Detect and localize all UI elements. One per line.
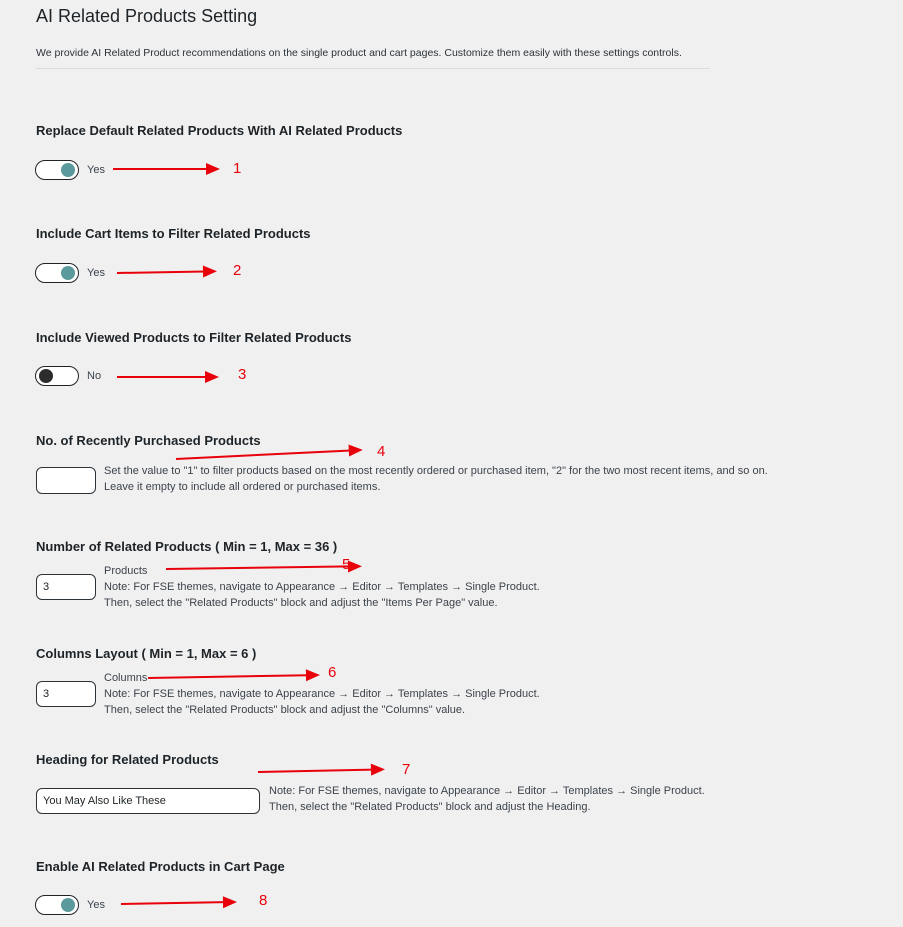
- annotation-number: 7: [402, 761, 411, 778]
- setting-title: Include Viewed Products to Filter Related Products: [36, 330, 352, 345]
- note-line: Then, select the "Related Products" block and adjust the "Columns" value.: [104, 704, 466, 716]
- toggle-knob: [61, 898, 75, 912]
- setting-title: No. of Recently Purchased Products: [36, 433, 261, 448]
- toggle-knob: [61, 163, 75, 177]
- annotation-arrow-icon: [117, 376, 207, 378]
- replace-default-toggle[interactable]: [35, 160, 79, 180]
- setting-title: Include Cart Items to Filter Related Products: [36, 226, 311, 241]
- annotation-number: 5: [342, 556, 351, 573]
- toggle-knob: [39, 369, 53, 383]
- annotation-number: 3: [238, 366, 247, 383]
- annotation-number: 2: [233, 262, 242, 279]
- toggle-knob: [61, 266, 75, 280]
- toggle-state-label: Yes: [87, 267, 105, 279]
- setting-title: Enable AI Related Products in Cart Page: [36, 859, 285, 874]
- note-line: Then, select the "Related Products" block and adjust the Heading.: [269, 801, 591, 813]
- annotation-arrow-icon: [176, 449, 351, 460]
- annotation-number: 6: [328, 664, 337, 681]
- recently-purchased-input[interactable]: [36, 467, 96, 494]
- include-viewed-toggle[interactable]: [35, 366, 79, 386]
- note-line: Note: For FSE themes, navigate to Appearance → Editor → Templates → Single Product.: [104, 581, 540, 593]
- help-line: Leave it empty to include all ordered or purchased items.: [104, 481, 381, 493]
- annotation-arrow-icon: [117, 270, 205, 274]
- cart-page-toggle[interactable]: [35, 895, 79, 915]
- note-line: Then, select the "Related Products" block and adjust the "Items Per Page" value.: [104, 597, 498, 609]
- page-description: We provide AI Related Product recommendations on the single product and cart pages. Customize them easily with these settings controls.: [36, 47, 682, 59]
- number-related-help: [104, 563, 540, 611]
- heading-help: [269, 783, 705, 815]
- setting-title: Number of Related Products ( Min = 1, Max = 36 ): [36, 539, 338, 554]
- toggle-state-label: Yes: [87, 899, 105, 911]
- annotation-arrow-icon: [113, 168, 208, 170]
- setting-title: Heading for Related Products: [36, 752, 219, 767]
- note-line: Note: For FSE themes, navigate to Appearance → Editor → Templates → Single Product.: [269, 785, 705, 797]
- toggle-state-label: Yes: [87, 164, 105, 176]
- annotation-number: 8: [259, 892, 268, 909]
- unit-label: Columns: [104, 672, 148, 684]
- setting-title: Replace Default Related Products With AI Related Products: [36, 123, 403, 138]
- recently-purchased-help: [104, 463, 768, 495]
- annotation-number: 4: [377, 443, 386, 460]
- annotation-arrow-icon: [258, 769, 373, 773]
- unit-label: Products: [104, 565, 148, 577]
- header-divider: [36, 68, 710, 69]
- annotation-arrow-icon: [121, 901, 225, 905]
- toggle-state-label: No: [87, 370, 102, 382]
- number-related-input[interactable]: [36, 574, 96, 600]
- help-line: Set the value to "1" to filter products based on the most recently ordered or purchased item, "2" for the two most recent items, and so on.: [104, 465, 768, 477]
- setting-title: Columns Layout ( Min = 1, Max = 6 ): [36, 646, 257, 661]
- include-cart-toggle[interactable]: [35, 263, 79, 283]
- note-line: Note: For FSE themes, navigate to Appearance → Editor → Templates → Single Product.: [104, 688, 540, 700]
- columns-layout-input[interactable]: [36, 681, 96, 707]
- page-title: AI Related Products Setting: [36, 6, 258, 26]
- annotation-number: 1: [233, 160, 242, 177]
- heading-input[interactable]: [36, 788, 260, 814]
